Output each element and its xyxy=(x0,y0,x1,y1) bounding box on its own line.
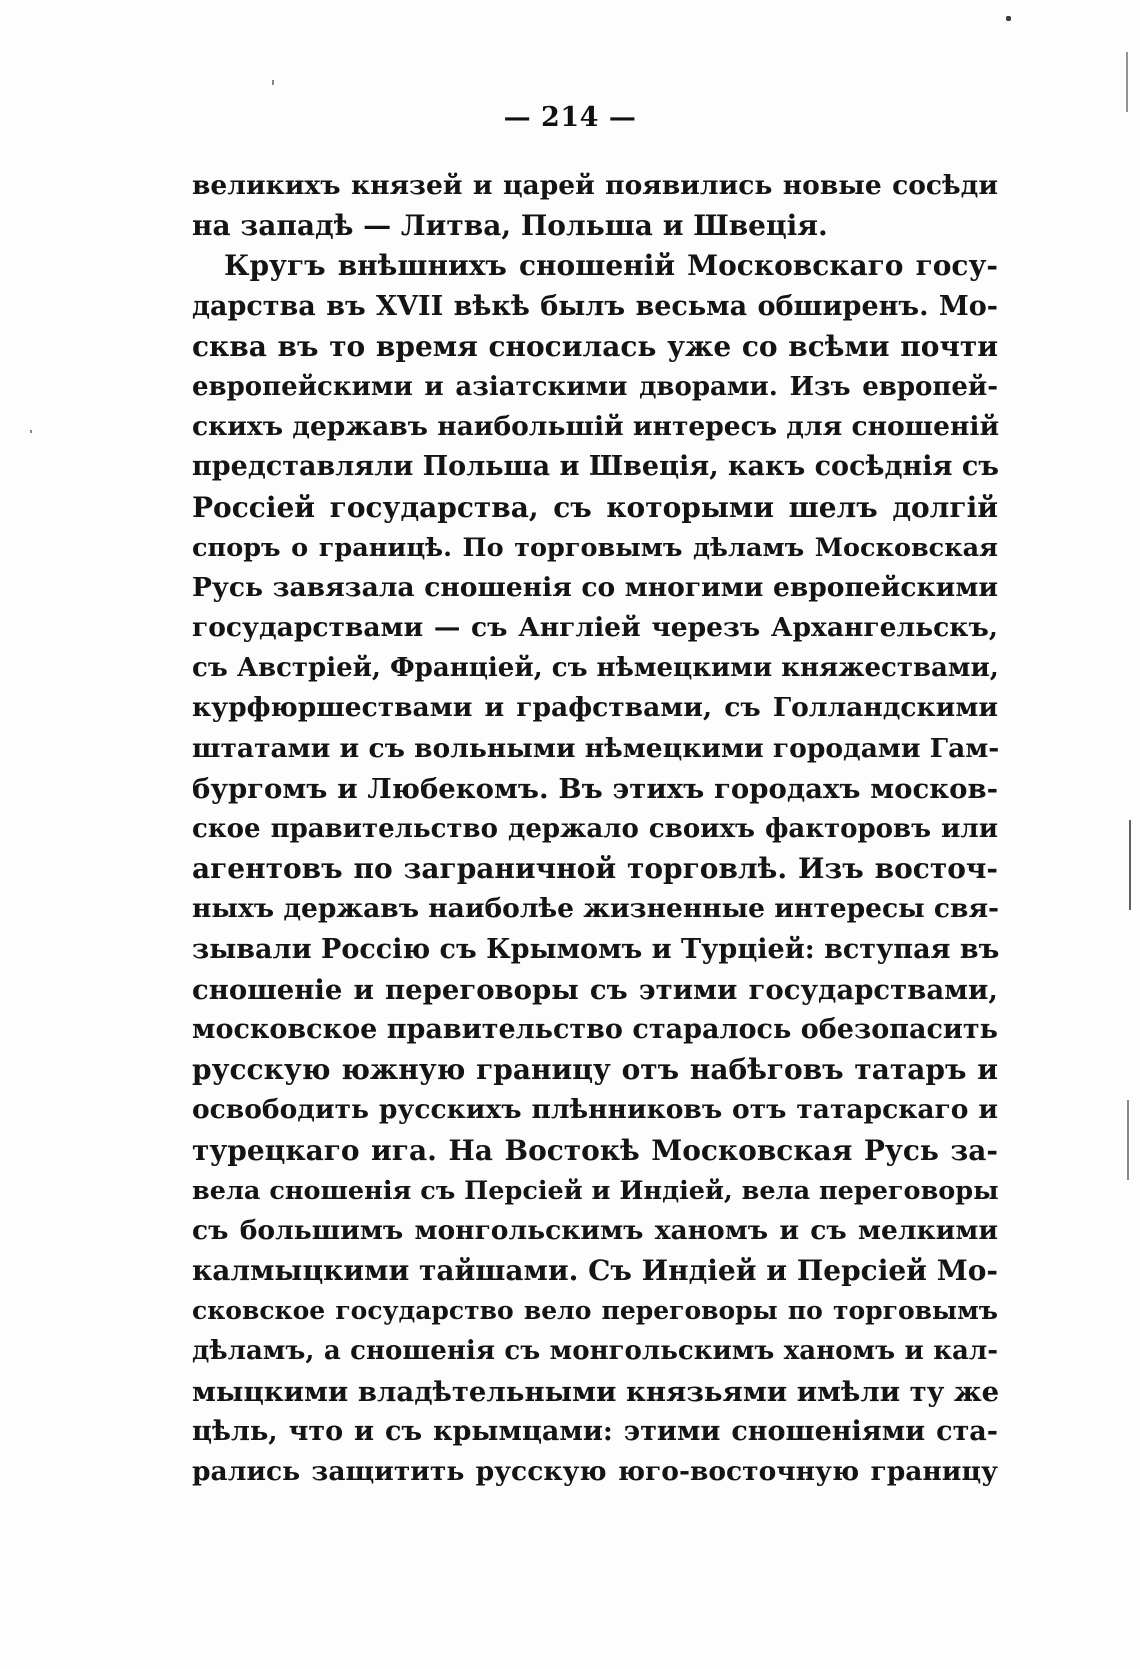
text-line: великихъ князей и царей появились новые сосѣди xyxy=(192,170,998,201)
text-line: калмыцкими тайшами. Съ Индіей и Персіей Мо- xyxy=(192,1254,998,1288)
text-line: ныхъ державъ наиболѣе жизненные интересы свя- xyxy=(192,893,1000,925)
text-line: сковское государство вело переговоры по торговымъ xyxy=(192,1296,998,1326)
text-line: освободить русскихъ плѣнниковъ отъ татарскаго и xyxy=(192,1094,998,1126)
scan-speck xyxy=(30,430,32,433)
text-line: русскую южную границу отъ набѣговъ татаръ и xyxy=(192,1053,998,1087)
text-line: Русь завязала сношенія со многими европейскими xyxy=(192,571,998,603)
text-line: дѣламъ, а сношенія съ монгольскимъ ханомъ и кал- xyxy=(192,1336,998,1367)
text-line: европейскими и азіатскими дворами. Изъ европей- xyxy=(192,371,998,402)
scan-speck xyxy=(272,80,274,85)
text-line: споръ о границѣ. По торговымъ дѣламъ Московская xyxy=(192,532,998,563)
text-line: цѣль, что и съ крымцами: этими сношеніями ста- xyxy=(192,1415,998,1447)
body-text xyxy=(192,166,998,1492)
text-line: скихъ державъ наибольшій интересъ для сношеній xyxy=(192,411,1000,443)
text-line: сква въ то время сносилась уже со всѣми почти xyxy=(192,329,998,363)
text-line: мыцкими владѣтельными князьями имѣли ту же xyxy=(192,1375,1000,1408)
text-line: представляли Польша и Швеція, какъ сосѣднія съ xyxy=(192,451,1000,483)
text-line: съ большимъ монгольскимъ ханомъ и съ мелкими xyxy=(192,1214,998,1246)
text-line: Кругъ внѣшнихъ сношеній Московскаго госу- xyxy=(224,249,998,283)
text-line: съ Австріей, Франціей, съ нѣмецкими княжествами, xyxy=(192,653,999,684)
text-line: агентовъ по заграничной торговлѣ. Изъ восточ- xyxy=(192,852,998,886)
scan-speck xyxy=(1006,16,1011,21)
text-line: московское правительство старалось обезопасить xyxy=(192,1013,998,1045)
text-line: курфюршествами и графствами, съ Голландскими xyxy=(192,692,998,724)
text-line: государствами — съ Англіей черезъ Архангельскъ, xyxy=(192,612,998,644)
scan-edge-mark xyxy=(1129,820,1131,910)
text-line: Россіей государства, съ которыми шелъ долгій xyxy=(192,490,998,524)
text-line: штатами и съ вольными нѣмецкими городами Гам- xyxy=(192,732,1000,764)
text-line: рались защитить русскую юго-восточную границу xyxy=(192,1456,998,1487)
text-line: вела сношенія съ Персіей и Индіей, вела переговоры xyxy=(192,1175,999,1206)
text-line: сношеніе и переговоры съ этими государствами, xyxy=(192,973,998,1006)
text-line: ское правительство держало своихъ факторовъ или xyxy=(192,814,998,844)
scan-edge-mark xyxy=(1127,1100,1129,1180)
text-line: турецкаго ига. На Востокѣ Московская Русь за- xyxy=(192,1133,998,1167)
text-line: зывали Россію съ Крымомъ и Турціей: вступая въ xyxy=(192,933,1000,965)
text-line: бургомъ и Любекомъ. Въ этихъ городахъ москов- xyxy=(192,772,998,805)
text-line: на западѣ — Литва, Польша и Швеція. xyxy=(192,209,828,243)
text-line: дарства въ XVII вѣкѣ былъ весьма обширенъ. Мо- xyxy=(192,290,998,322)
page-number: — 214 — xyxy=(503,102,637,133)
